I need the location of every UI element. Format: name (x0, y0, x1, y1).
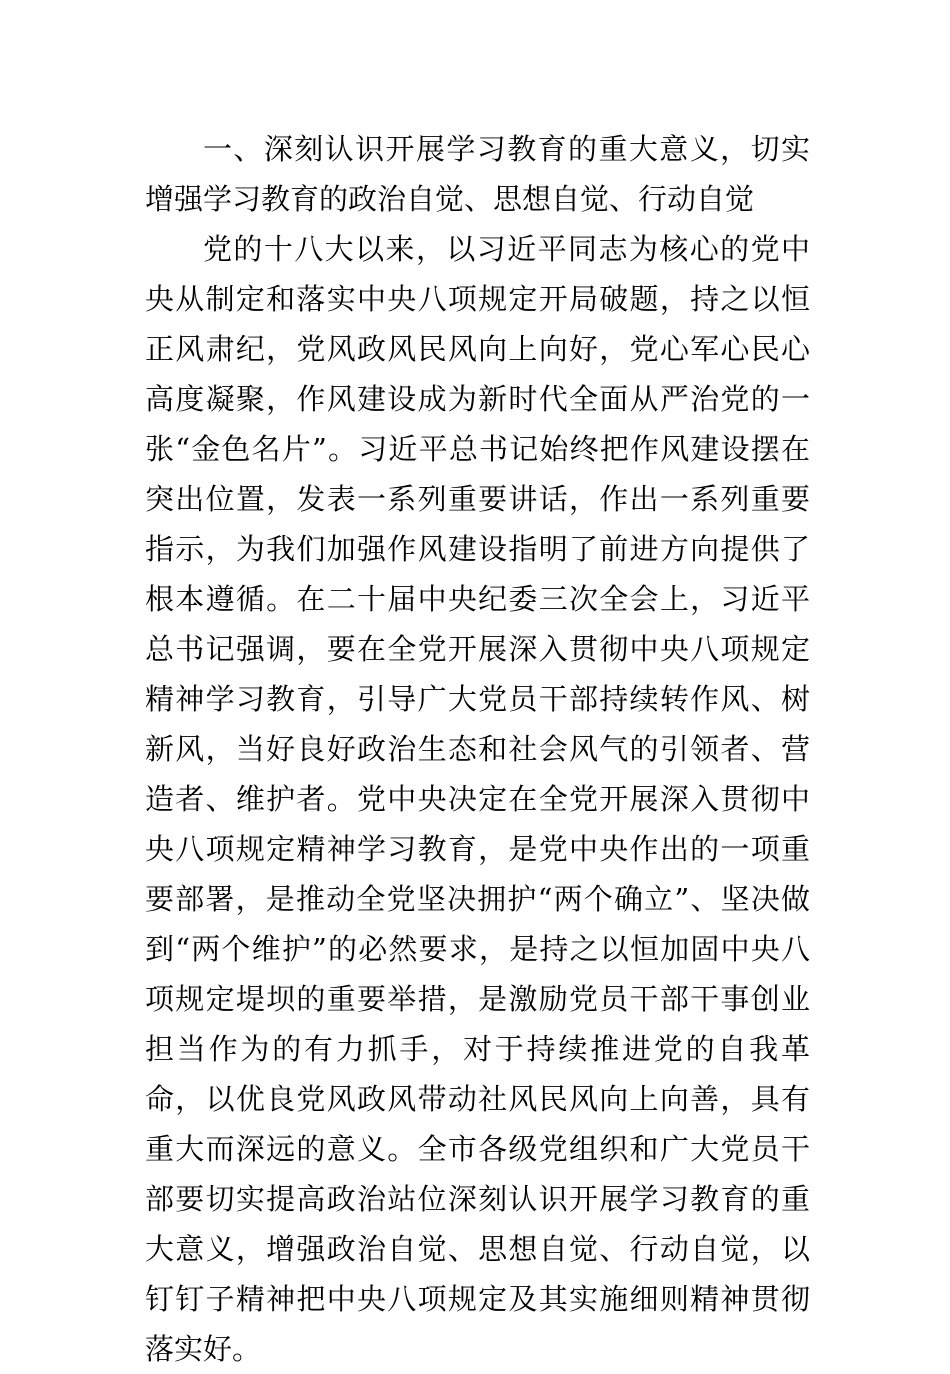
section-heading: 一、深刻认识开展学习教育的重大意义，切实增强学习教育的政治自觉、思想自觉、行动自觉 (145, 132, 810, 216)
body-paragraph: 党的十八大以来，以习近平同志为核心的党中央从制定和落实中央八项规定开局破题，持之以恒正风肃纪，党风政风民风向上向好，党心军心民心高度凝聚，作风建设成为新时代全面从严治党的一张“金色名片”。习近平总书记始终把作风建设摆在突出位置，发表一系列重要讲话，作出一系列重要指示，为我们加强作风建设指明了前进方向提供了根本遵循。在二十届中央纪委三次全会上，习近平总书记强调，要在全党开展深入贯彻中央八项规定精神学习教育，引导广大党员干部持续转作风、树新风，当好良好政治生态和社会风气的引领者、营造者、维护者。党中央决定在全党开展深入贯彻中央八项规定精神学习教育，是党中央作出的一项重要部署，是推动全党坚决拥护“两个确立”、坚决做到“两个维护”的必然要求，是持之以恒加固中央八项规定堤坝的重要举措，是激励党员干部干事创业担当作为的有力抓手，对于持续推进党的自我革命，以优良党风政风带动社风民风向上向善，具有重大而深远的意义。全市各级党组织和广大党员干部要切实提高政治站位深刻认识开展学习教育的重大意义，增强政治自觉、思想自觉、行动自觉，以钉钉子精神把中央八项规定及其实施细则精神贯彻落实好。 (145, 232, 810, 1366)
document-body (145, 124, 810, 1374)
